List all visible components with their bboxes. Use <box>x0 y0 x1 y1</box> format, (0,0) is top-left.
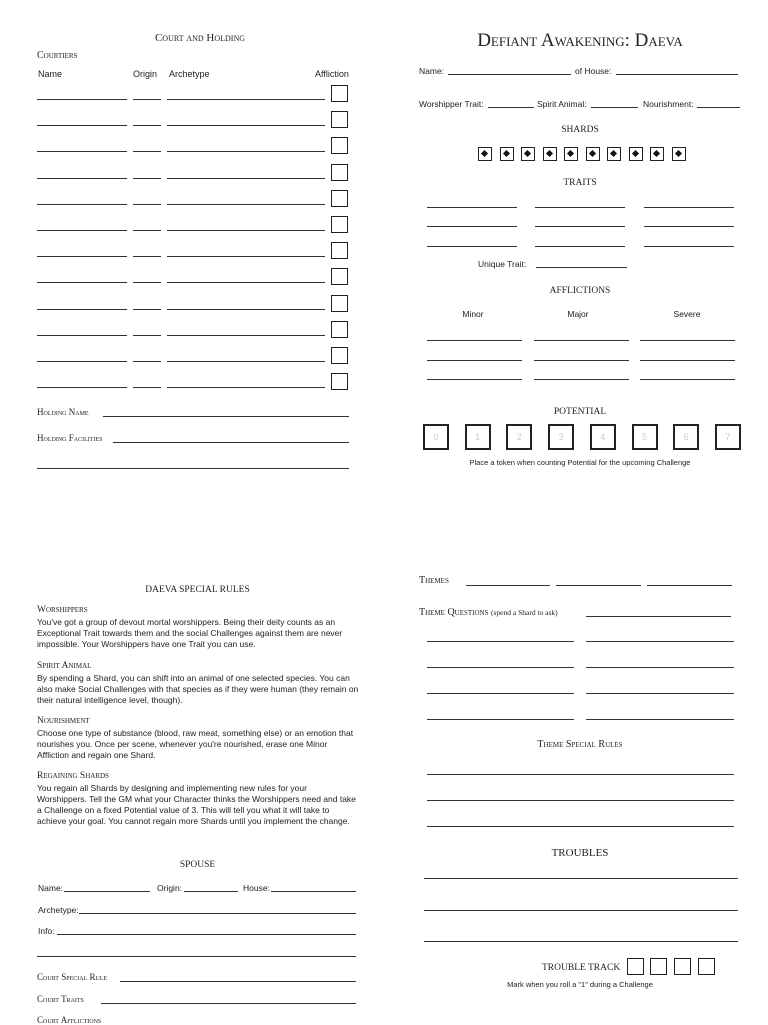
spirit-animal-label: Spirit Animal: <box>537 99 587 109</box>
courtier-name-field[interactable] <box>37 256 127 257</box>
potential-box[interactable]: 5 <box>632 424 658 450</box>
affliction-severe-label: Severe <box>673 309 701 319</box>
shards-label: SHARDS <box>561 125 599 135</box>
courtier-origin-field[interactable] <box>133 151 161 152</box>
courtier-origin-field[interactable] <box>133 335 161 336</box>
theme-rule-field-1[interactable] <box>427 774 734 775</box>
trouble-box-2[interactable] <box>650 958 667 975</box>
holding-facilities-field-2[interactable] <box>37 468 349 469</box>
theme-questions-note: (spend a Shard to ask) <box>491 608 558 617</box>
shard-checkbox[interactable] <box>607 147 621 161</box>
courtier-origin-field[interactable] <box>133 230 161 231</box>
trouble-track-label: TROUBLE TRACK <box>542 963 621 973</box>
rule-text: By spending a Shard, you can shift into an animal of one selected species. You can also make Social Challenges with that species as if they were human (they remain on their natural intelligence level, though). <box>37 673 359 705</box>
traits-label: TRAITS <box>563 178 597 188</box>
court-special-rule-field[interactable] <box>120 981 356 982</box>
shard-checkbox[interactable] <box>564 147 578 161</box>
spouse-origin-field[interactable] <box>184 891 238 892</box>
spouse-info-field[interactable] <box>57 934 356 935</box>
courtier-archetype-field[interactable] <box>167 99 325 100</box>
courtier-origin-field[interactable] <box>133 387 161 388</box>
potential-box[interactable]: 3 <box>548 424 574 450</box>
trouble-field-3[interactable] <box>424 941 738 942</box>
nourishment-field[interactable] <box>697 107 740 108</box>
spouse-origin-label: Origin: <box>157 883 183 893</box>
courtier-name-field[interactable] <box>37 335 127 336</box>
potential-note: Place a token when counting Potential for the upcoming Challenge <box>469 458 691 467</box>
shard-checkbox[interactable] <box>629 147 643 161</box>
affliction-major-label: Major <box>567 309 589 319</box>
courtier-affliction-checkbox[interactable] <box>331 216 348 233</box>
affliction-field[interactable] <box>427 340 522 341</box>
spouse-name-field[interactable] <box>64 891 150 892</box>
potential-box[interactable]: 2 <box>506 424 532 450</box>
worshipper-trait-field[interactable] <box>488 107 534 108</box>
theme-question-field[interactable] <box>586 719 734 720</box>
courtier-origin-field[interactable] <box>133 178 161 179</box>
rule-heading: Worshippers <box>37 605 88 615</box>
courtier-archetype-field[interactable] <box>167 151 325 152</box>
rule-heading: Spirit Animal <box>37 661 92 671</box>
courtier-affliction-checkbox[interactable] <box>331 85 348 102</box>
theme-rule-field-2[interactable] <box>427 800 734 801</box>
courtier-archetype-field[interactable] <box>167 125 325 126</box>
col-archetype: Archetype <box>169 69 210 79</box>
trait-field[interactable] <box>427 226 517 227</box>
affliction-minor-label: Minor <box>462 309 484 319</box>
theme-question-field-0[interactable] <box>586 616 731 617</box>
trait-field[interactable] <box>427 246 517 247</box>
courtier-origin-field[interactable] <box>133 256 161 257</box>
courtier-name-field[interactable] <box>37 125 127 126</box>
affliction-field[interactable] <box>427 379 522 380</box>
potential-box[interactable]: 7 <box>715 424 741 450</box>
courtier-name-field[interactable] <box>37 99 127 100</box>
rule-text: You regain all Shards by designing and implementing new rules for your Worshippers. Tell the GM what your Character thinks the Worshippers need and take a Challenge on a fixed Potential value of 3. This will tell you what it will take to achieve your goal. You cannot regain more Shards until you implement the change. <box>37 783 356 826</box>
courtier-affliction-checkbox[interactable] <box>331 268 348 285</box>
trait-field[interactable] <box>644 226 734 227</box>
col-name: Name <box>38 69 63 79</box>
trait-field[interactable] <box>644 246 734 247</box>
courtier-origin-field[interactable] <box>133 282 161 283</box>
themes-label: Themes <box>419 575 449 586</box>
courtier-name-field[interactable] <box>37 230 127 231</box>
courtier-origin-field[interactable] <box>133 361 161 362</box>
trouble-track-note: Mark when you roll a "1" during a Challenge <box>507 980 653 989</box>
shard-checkbox[interactable] <box>521 147 535 161</box>
rule-heading: Nourishment <box>37 716 90 726</box>
holding-name-field[interactable] <box>103 416 349 417</box>
rule-heading: Regaining Shards <box>37 771 109 781</box>
courtier-name-field[interactable] <box>37 204 127 205</box>
sheet-title: Defiant Awakening: Daeva <box>477 30 683 51</box>
theme-field-3[interactable] <box>647 585 732 586</box>
trait-field[interactable] <box>535 246 625 247</box>
spouse-info-field-2[interactable] <box>37 956 356 957</box>
courtier-archetype-field[interactable] <box>167 361 325 362</box>
trouble-box-1[interactable] <box>627 958 644 975</box>
unique-trait-label: Unique Trait: <box>478 259 527 269</box>
theme-question-field[interactable] <box>427 693 574 694</box>
shard-checkbox[interactable] <box>500 147 514 161</box>
courtier-origin-field[interactable] <box>133 99 161 100</box>
trouble-field-1[interactable] <box>424 878 738 879</box>
theme-question-field[interactable] <box>427 719 574 720</box>
theme-question-field[interactable] <box>586 667 734 668</box>
spirit-animal-field[interactable] <box>591 107 638 108</box>
courtier-affliction-checkbox[interactable] <box>331 295 348 312</box>
holding-name-label: Holding Name <box>37 407 89 417</box>
potential-box[interactable]: 6 <box>673 424 699 450</box>
courtier-name-field[interactable] <box>37 387 127 388</box>
worshipper-trait-label: Worshipper Trait: <box>419 99 484 109</box>
theme-questions-label <box>419 607 558 618</box>
courtier-affliction-checkbox[interactable] <box>331 242 348 259</box>
spouse-info-label: Info: <box>38 926 55 936</box>
courtier-name-field[interactable] <box>37 282 127 283</box>
theme-special-rules-label: Theme Special Rules <box>537 739 623 750</box>
rules-title: DAEVA SPECIAL RULES <box>145 585 250 595</box>
courtier-name-field[interactable] <box>37 151 127 152</box>
courtier-name-field[interactable] <box>37 361 127 362</box>
courtier-archetype-field[interactable] <box>167 178 325 179</box>
court-afflictions-label: Court Afflictions <box>37 1015 102 1025</box>
court-traits-label: Court Traits <box>37 994 84 1004</box>
courtier-archetype-field[interactable] <box>167 256 325 257</box>
spouse-house-field[interactable] <box>271 891 356 892</box>
shard-checkbox[interactable] <box>543 147 557 161</box>
courtier-affliction-checkbox[interactable] <box>331 111 348 128</box>
spouse-house-label: House: <box>243 883 270 893</box>
courtier-archetype-field[interactable] <box>167 282 325 283</box>
courtier-origin-field[interactable] <box>133 125 161 126</box>
courtier-archetype-field[interactable] <box>167 230 325 231</box>
affliction-field[interactable] <box>640 379 735 380</box>
affliction-field[interactable] <box>534 340 629 341</box>
shard-checkbox[interactable] <box>478 147 492 161</box>
trouble-box-4[interactable] <box>698 958 715 975</box>
courtier-archetype-field[interactable] <box>167 387 325 388</box>
affliction-field[interactable] <box>640 360 735 361</box>
holding-facilities-field[interactable] <box>113 442 349 443</box>
courtier-name-field[interactable] <box>37 309 127 310</box>
affliction-field[interactable] <box>427 360 522 361</box>
trait-field[interactable] <box>535 226 625 227</box>
theme-question-field[interactable] <box>586 641 734 642</box>
potential-box[interactable]: 0 <box>423 424 449 450</box>
shard-checkbox[interactable] <box>650 147 664 161</box>
courtier-archetype-field[interactable] <box>167 309 325 310</box>
house-label: of House: <box>575 66 612 76</box>
trouble-field-2[interactable] <box>424 910 738 911</box>
courtier-affliction-checkbox[interactable] <box>331 164 348 181</box>
rule-text: Choose one type of substance (blood, raw meat, something else) or an emotion that nourishes you. Once per scene, whenever you're nourished, erase one Minor Affliction and regain one Shard. <box>37 728 354 760</box>
theme-question-field[interactable] <box>586 693 734 694</box>
courtier-archetype-field[interactable] <box>167 204 325 205</box>
courtier-affliction-checkbox[interactable] <box>331 137 348 154</box>
col-origin: Origin <box>133 69 158 79</box>
trait-field[interactable] <box>644 207 734 208</box>
unique-trait-field[interactable] <box>536 267 627 268</box>
theme-rule-field-3[interactable] <box>427 826 734 827</box>
shard-checkbox[interactable] <box>586 147 600 161</box>
theme-questions-title: Theme Questions <box>419 607 489 618</box>
name-label: Name: <box>419 66 445 76</box>
courtier-name-field[interactable] <box>37 178 127 179</box>
court-special-rule-label: Court Special Rule <box>37 972 108 982</box>
theme-question-field[interactable] <box>427 667 574 668</box>
potential-box[interactable]: 1 <box>465 424 491 450</box>
potential-label: POTENTIAL <box>553 407 607 417</box>
afflictions-label: AFFLICTIONS <box>549 286 611 296</box>
courtier-affliction-checkbox[interactable] <box>331 321 348 338</box>
courtiers-label: Courtiers <box>37 50 78 61</box>
courtier-affliction-checkbox[interactable] <box>331 373 348 390</box>
courtier-origin-field[interactable] <box>133 309 161 310</box>
courtier-archetype-field[interactable] <box>167 335 325 336</box>
theme-field-1[interactable] <box>466 585 550 586</box>
spouse-name-label: Name: <box>38 883 64 893</box>
theme-field-2[interactable] <box>556 585 641 586</box>
court-traits-field[interactable] <box>101 1003 356 1004</box>
theme-question-field[interactable] <box>427 641 574 642</box>
trait-field[interactable] <box>427 207 517 208</box>
potential-box[interactable]: 4 <box>590 424 616 450</box>
affliction-field[interactable] <box>534 360 629 361</box>
trouble-box-3[interactable] <box>674 958 691 975</box>
courtier-affliction-checkbox[interactable] <box>331 347 348 364</box>
spouse-archetype-label: Archetype: <box>38 905 79 915</box>
trait-field[interactable] <box>535 207 625 208</box>
spouse-archetype-field[interactable] <box>79 913 356 914</box>
courtier-origin-field[interactable] <box>133 204 161 205</box>
affliction-field[interactable] <box>640 340 735 341</box>
court-title: Court and Holding <box>154 32 246 44</box>
shard-checkbox[interactable] <box>672 147 686 161</box>
rule-text: You've got a group of devout mortal worshippers. Being their deity counts as an Exceptional Trait towards them and the social Challenges against them are never impossible. Your Worshippers have one Trait you can use. <box>37 617 343 649</box>
spouse-title: SPOUSE <box>179 860 216 870</box>
affliction-field[interactable] <box>534 379 629 380</box>
holding-facilities-label: Holding Facilities <box>37 433 103 443</box>
nourishment-label: Nourishment: <box>643 99 694 109</box>
courtier-affliction-checkbox[interactable] <box>331 190 348 207</box>
name-field[interactable] <box>448 74 571 75</box>
troubles-title: TROUBLES <box>551 847 609 859</box>
col-affliction: Affliction <box>315 69 349 79</box>
house-field[interactable] <box>616 74 738 75</box>
